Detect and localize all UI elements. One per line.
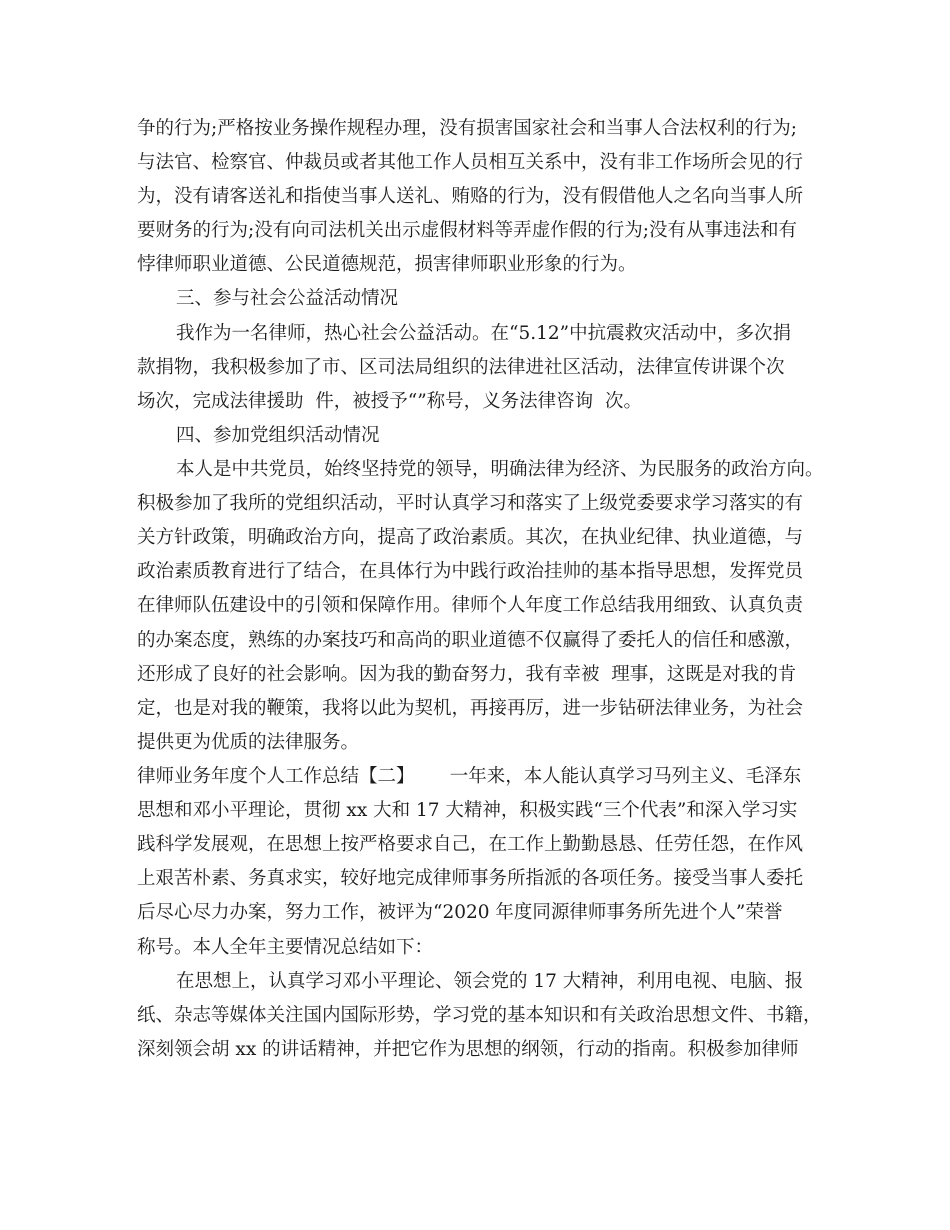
text-line: 关方针政策，明确政治方向，提高了政治素质。其次，在执业纪律、执业道德，与 bbox=[137, 527, 804, 548]
text-line: 场次，完成法律援助 件，被授予“”称号，义务法律咨询 次。 bbox=[137, 391, 642, 412]
text-line: 争的行为;严格按业务操作规程办理，没有损害国家社会和当事人合法权利的行为; bbox=[137, 118, 797, 139]
text-line: 提供更为优质的法律服务。 bbox=[137, 732, 360, 753]
text-line: 后尽心尽力办案，努力工作，被评为“2020 年度同源律师事务所先进个人”荣誉 bbox=[137, 902, 783, 923]
text-line: 为，没有请客送礼和指使当事人送礼、贿赂的行为，没有假借他人之名向当事人所 bbox=[137, 186, 804, 207]
text-line: 与法官、检察官、仲裁员或者其他工作人员相互关系中，没有非工作场所会见的行 bbox=[137, 152, 804, 173]
text-line: 积极参加了我所的党组织活动，平时认真学习和落实了上级党委要求学习落实的有 bbox=[137, 493, 804, 514]
text-line: 思想和邓小平理论，贯彻 xx 大和 17 大精神，积极实践“三个代表”和深入学习实 bbox=[137, 800, 798, 821]
text-line: 本人是中共党员，始终坚持党的领导，明确法律为经济、为民服务的政治方向。 bbox=[176, 459, 824, 480]
text-line: 我作为一名律师，热心社会公益活动。在“5.12”中抗震救灾活动中，多次捐 bbox=[176, 323, 792, 344]
text-line: 悖律师职业道德、公民道德规范，损害律师职业形象的行为。 bbox=[137, 254, 637, 275]
section-heading: 三、参与社会公益活动情况 bbox=[176, 288, 399, 309]
text-line: 在律师队伍建设中的引领和保障作用。律师个人年度工作总结我用细致、认真负责 bbox=[137, 595, 804, 616]
text-line: 践科学发展观，在思想上按严格要求自己，在工作上勤勤恳恳、任劳任怨，在作风 bbox=[137, 834, 804, 855]
text-line: 要财务的行为;没有向司法机关出示虚假材料等弄虚作假的行为;没有从事违法和有 bbox=[137, 220, 797, 241]
section-title-line: 律师业务年度个人工作总结【二】 一年来，本人能认真学习马列主义、毛泽东 bbox=[137, 766, 802, 787]
text-line: 定，也是对我的鞭策，我将以此为契机，再接再厉，进一步钻研法律业务，为社会 bbox=[137, 698, 804, 719]
text-line: 还形成了良好的社会影响。因为我的勤奋努力，我有幸被 理事，这既是对我的肯 bbox=[137, 664, 797, 685]
text-line: 深刻领会胡 xx 的讲话精神，并把它作为思想的纲领，行动的指南。积极参加律师 bbox=[137, 1039, 799, 1060]
section-heading: 四、参加党组织活动情况 bbox=[176, 425, 380, 446]
text-line: 纸、杂志等媒体关注国内国际形势，学习党的基本知识和有关政治思想文件、书籍， bbox=[137, 1005, 822, 1026]
text-line: 政治素质教育进行了结合，在具体行为中践行政治挂帅的基本指导思想，发挥党员 bbox=[137, 561, 804, 582]
text-line: 在思想上，认真学习邓小平理论、领会党的 17 大精神，利用电视、电脑、报 bbox=[176, 971, 804, 992]
text-line: 称号。本人全年主要情况总结如下： bbox=[137, 937, 434, 958]
text-line: 的办案态度，熟练的办案技巧和高尚的职业道德不仅赢得了委托人的信任和感激， bbox=[137, 630, 804, 651]
text-line: 款捐物，我积极参加了市、区司法局组织的法律进社区活动，法律宣传讲课个次 bbox=[137, 357, 785, 378]
text-line: 上艰苦朴素、务真求实，较好地完成律师事务所指派的各项任务。接受当事人委托 bbox=[137, 868, 804, 889]
